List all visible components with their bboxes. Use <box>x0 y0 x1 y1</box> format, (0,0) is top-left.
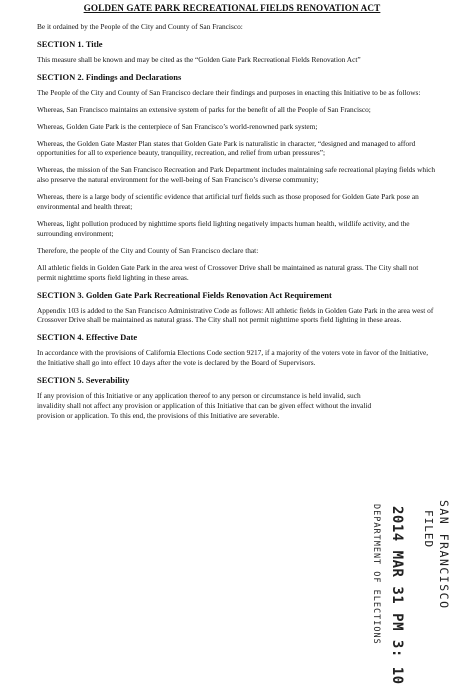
filed-stamp <box>363 500 459 685</box>
findings-paragraph: Whereas, Golden Gate Park is the centerpiece of San Francisco’s world-renowned park system; <box>37 121 318 131</box>
document-body <box>37 22 437 428</box>
findings-paragraph: Whereas, there is a large body of scientific evidence that artificial turf fields such as those proposed for Golden Gate Park pose an environmental and health threat; <box>37 192 419 212</box>
section-4-text: In accordance with the provisions of California Elections Code section 9217, if a majority of the voters vote in favor of the Initiative, the Initiative shall go into effect 10 days after the vote is declared by the Board of Supervisors. <box>37 348 429 368</box>
findings-paragraph: All athletic fields in Golden Gate Park in the area west of Crossover Drive shall be maintained as natural grass. The City shall not permit nighttime sports field lighting in these areas. <box>37 262 419 282</box>
section-5-heading: SECTION 5. Severability <box>37 375 130 386</box>
stamp-department: DEPARTMENT OF ELECTIONS <box>371 504 381 645</box>
section-1-text: This measure shall be known and may be cited as the “Golden Gate Park Recreational Fields Renovation Act” <box>37 54 361 64</box>
section-4-heading: SECTION 4. Effective Date <box>37 332 138 343</box>
stamp-filed: FILED <box>422 510 435 549</box>
section-1-heading: SECTION 1. Title <box>37 38 103 49</box>
section-3-heading: SECTION 3. Golden Gate Park Recreational Fields Renovation Act Requirement <box>37 289 332 300</box>
findings-paragraph: Therefore, the people of the City and County of San Francisco declare that: <box>37 245 259 255</box>
stamp-date: 2014 MAR 31 PM 3: 10 <box>389 506 405 685</box>
findings-paragraph: Whereas, light pollution produced by nighttime sports field lighting negatively impacts human health, wildlife activity, and the surrounding environment; <box>37 218 410 238</box>
findings-paragraph: Whereas, the Golden Gate Master Plan states that Golden Gate Park is naturalistic in character, “designed and managed to afford opportunities for all to experience beauty, tranquility, recreation, and relief from urban pressures”; <box>37 138 416 158</box>
document-title: GOLDEN GATE PARK RECREATIONAL FIELDS RENOVATION ACT <box>83 3 381 13</box>
section-3-text: Appendix 103 is added to the San Francisco Administrative Code as follows: All athletic fields in Golden Gate Park in the area west of Crossover Drive shall be maintained as natural grass. The City shall not permit nighttime sports field lighting in these areas. <box>37 305 434 325</box>
intro-paragraph: Be it ordained by the People of the City and County of San Francisco: <box>37 22 243 31</box>
findings-paragraph: Whereas, the mission of the San Francisco Recreation and Park Department includes maintaining safe recreational playing fields which also preserve the natural environment for the well-being of San Francisco’s diverse community; <box>37 165 436 185</box>
section-5-text: If any provision of this Initiative or any application thereof to any person or circumstance is held invalid, such invalidity shall not affect any provision or application of this Initiative that can be given effect without the invalid provision or application. To this end, the provisions of this Initiative are severable. <box>37 391 372 420</box>
findings-paragraph: The People of the City and County of San Francisco declare their findings and purposes in enacting this Initiative to be as follows: <box>37 87 421 97</box>
findings-paragraph: Whereas, San Francisco maintains an extensive system of parks for the benefit of all the People of San Francisco; <box>37 104 371 114</box>
stamp-city: SAN FRANCISCO <box>437 500 451 610</box>
section-2-heading: SECTION 2. Findings and Declarations <box>37 71 182 82</box>
